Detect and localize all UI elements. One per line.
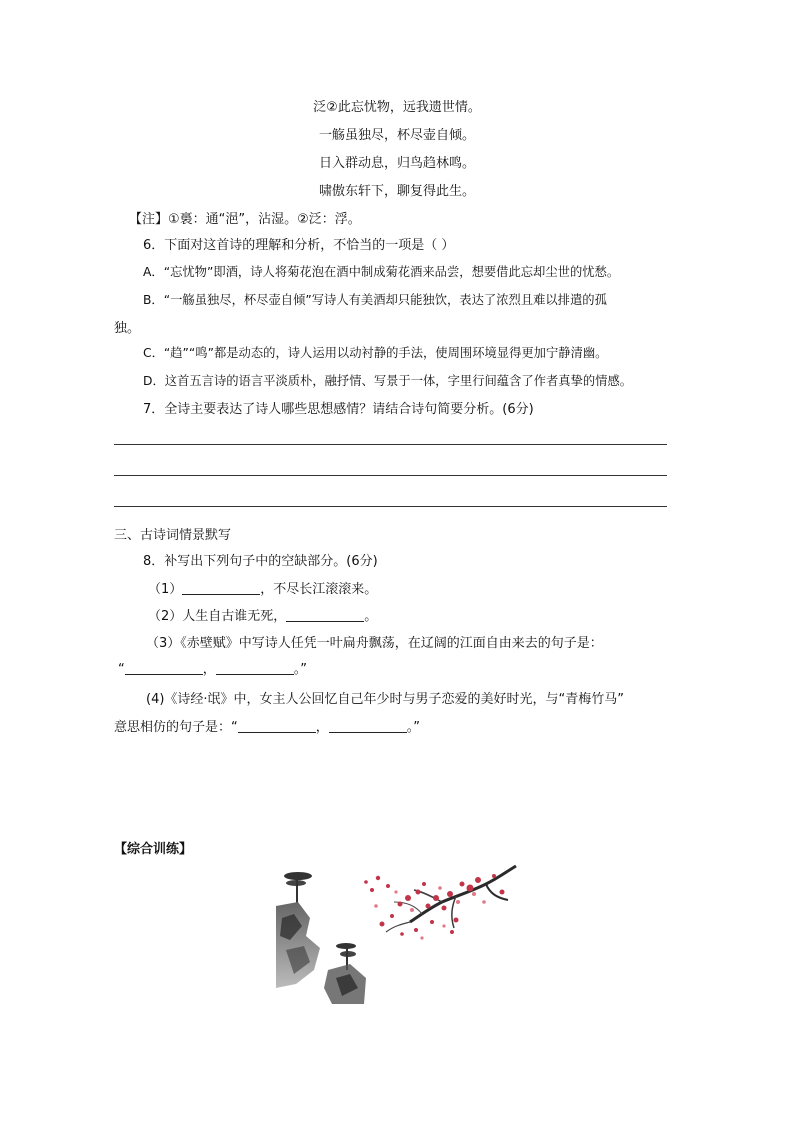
poem-line-3: 日入群动息，归鸟趋林鸣。 [318,156,475,171]
blank-2[interactable] [286,608,364,622]
blank-4[interactable] [216,661,294,675]
question-6-option-b: B．“一觞虽独尽，杯尽壶自倾”写诗人有美酒却只能独饮，表达了浓烈且难以排遣的孤 [143,293,607,307]
question-8-item-4: (4)《诗经·氓》中，女主人公回忆自己年少时与男子恋爱的美好时光，与“青梅竹马” [146,692,625,707]
question-8-item-2 [148,605,377,624]
blank-6[interactable] [329,719,407,733]
question-8-stem: 8．补写出下列句子中的空缺部分。(6分) [143,554,378,569]
blank-3[interactable] [125,661,203,675]
close-quote: 。” [293,662,308,677]
question-6-stem: 6．下面对这首诗的理解和分析，不恰当的一项是（ ） [143,238,455,253]
open-quote: “ [118,662,125,677]
question-6-option-a: A．“忘忧物”即酒，诗人将菊花泡在酒中制成菊花酒来品尝，想要借此忘却尘世的忧愁。 [143,265,620,279]
training-title: 【综合训练】 [114,842,193,857]
blank-5[interactable] [238,719,316,733]
question-7-stem: 7．全诗主要表达了诗人哪些思想感情？请结合诗句简要分析。(6分) [143,402,534,417]
question-8-item-4-answer [114,716,420,735]
poem-note: 【注】①裛：通“浥”，沾湿。②泛：浮。 [129,212,361,227]
question-8-item-1 [148,578,377,597]
item-2-head: （2）人生自古谁无死， [148,609,287,624]
item-4-head: 意思相仿的句子是：“ [114,720,238,735]
comma: ， [315,720,329,735]
answer-line-3[interactable] [114,506,667,507]
item-1-number: （1） [148,582,183,597]
close-quote: 。” [406,720,421,735]
poem-line-1: 泛②此忘忧物，远我遗世情。 [313,100,481,115]
answer-line-2[interactable] [114,475,667,476]
answer-line-1[interactable] [114,444,667,445]
question-8-item-3-answer [118,658,307,677]
comma: ， [202,662,216,677]
question-6-option-b-cont: 独。 [114,321,141,336]
poem-line-2: 一觞虽独尽，杯尽壶自倾。 [318,128,475,143]
question-6-option-c: C．“趋”“鸣”都是动态的，诗人运用以动衬静的手法，使周围环境显得更加宁静清幽。 [143,346,608,360]
section-3-title: 三、古诗词情景默写 [114,528,232,543]
poem-line-4: 啸傲东轩下，聊复得此生。 [318,184,475,199]
plum-blossom-image [358,862,518,944]
item-2-tail: 。 [364,609,378,624]
item-1-tail: ，不尽长江滚滚来。 [260,582,378,597]
blank-1[interactable] [182,581,260,595]
question-6-option-d: D．这首五言诗的语言平淡质朴，融抒情、写景于一体，字里行间蕴含了作者真挚的情感。 [143,374,633,388]
question-8-item-3: （3）《赤壁赋》中写诗人任凭一叶扁舟飘荡，在辽阔的江面自由来去的句子是： [146,636,603,651]
